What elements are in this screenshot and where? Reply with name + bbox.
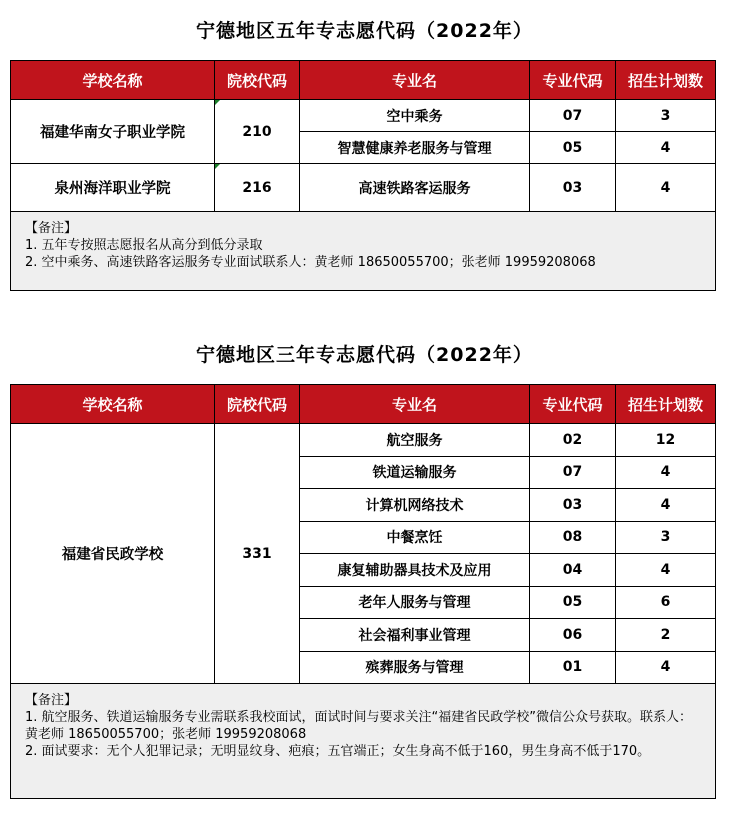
- header-major-code: 专业代码: [530, 385, 616, 424]
- major-code: 06: [530, 619, 616, 652]
- table-row: [11, 424, 716, 457]
- table-row: [11, 100, 716, 132]
- notes-row: [11, 684, 716, 799]
- header-school-code: 院校代码: [215, 61, 300, 100]
- major-code: 02: [530, 424, 616, 457]
- three-year-table: [10, 384, 716, 799]
- notes-row: [11, 212, 716, 291]
- header-school-name: 学校名称: [11, 385, 215, 424]
- plan-count: 4: [616, 554, 716, 587]
- major-name: 智慧健康养老服务与管理: [300, 132, 530, 164]
- header-major-name: 专业名: [300, 385, 530, 424]
- note-line: 2. 空中乘务、高速铁路客运服务专业面试联系人：黄老师 18650055700；张老师 19959208068: [25, 255, 596, 270]
- major-code: 03: [530, 489, 616, 522]
- note-line: 1. 航空服务、铁道运输服务专业需联系我校面试，面试时间与要求关注“福建省民政学校”微信公众号获取。联系人：黄老师 18650055700；张老师 19959208068: [25, 710, 693, 742]
- major-code: 07: [530, 456, 616, 489]
- major-code: 03: [530, 164, 616, 212]
- table-row: [11, 164, 716, 212]
- header-plan-count: 招生计划数: [616, 61, 716, 100]
- school-code: 210: [215, 100, 300, 164]
- note-line: 2. 面试要求：无个人犯罪记录；无明显纹身、疤痕；五官端正；女生身高不低于160，男生身高不低于170。: [25, 744, 651, 759]
- major-name: 计算机网络技术: [300, 489, 530, 522]
- major-name: 空中乘务: [300, 100, 530, 132]
- school-name: 福建华南女子职业学院: [11, 100, 215, 164]
- plan-count: 4: [616, 489, 716, 522]
- major-name: 社会福利事业管理: [300, 619, 530, 652]
- five-year-table: [10, 60, 716, 291]
- school-name: 福建省民政学校: [11, 424, 215, 684]
- major-code: 04: [530, 554, 616, 587]
- school-name: 泉州海洋职业学院: [11, 164, 215, 212]
- plan-count: 4: [616, 164, 716, 212]
- major-name: 老年人服务与管理: [300, 586, 530, 619]
- plan-count: 4: [616, 651, 716, 684]
- major-name: 高速铁路客运服务: [300, 164, 530, 212]
- notes-heading: 【备注】: [25, 221, 78, 236]
- table2-title: 宁德地区三年专志愿代码（2022年）: [196, 344, 533, 366]
- major-name: 中餐烹饪: [300, 521, 530, 554]
- note-line: 1. 五年专按照志愿报名从高分到低分录取: [25, 238, 263, 253]
- header-major-code: 专业代码: [530, 61, 616, 100]
- table-header-row: [11, 61, 716, 100]
- major-code: 07: [530, 100, 616, 132]
- header-school-name: 学校名称: [11, 61, 215, 100]
- major-name: 航空服务: [300, 424, 530, 457]
- header-major-name: 专业名: [300, 61, 530, 100]
- header-school-code: 院校代码: [215, 385, 300, 424]
- table1-title: 宁德地区五年专志愿代码（2022年）: [196, 20, 533, 42]
- major-name: 铁道运输服务: [300, 456, 530, 489]
- plan-count: 12: [616, 424, 716, 457]
- cell-marker-icon: [215, 100, 220, 105]
- major-code: 05: [530, 586, 616, 619]
- table-header-row: [11, 385, 716, 424]
- plan-count: 3: [616, 100, 716, 132]
- plan-count: 4: [616, 456, 716, 489]
- major-code: 01: [530, 651, 616, 684]
- major-code: 08: [530, 521, 616, 554]
- major-name: 康复辅助器具技术及应用: [300, 554, 530, 587]
- notes-heading: 【备注】: [25, 693, 78, 708]
- plan-count: 4: [616, 132, 716, 164]
- plan-count: 2: [616, 619, 716, 652]
- major-code: 05: [530, 132, 616, 164]
- plan-count: 3: [616, 521, 716, 554]
- header-plan-count: 招生计划数: [616, 385, 716, 424]
- major-name: 殡葬服务与管理: [300, 651, 530, 684]
- notes-cell: [11, 212, 716, 291]
- notes-cell: [11, 684, 716, 799]
- plan-count: 6: [616, 586, 716, 619]
- cell-marker-icon: [215, 164, 220, 169]
- school-code: 331: [215, 424, 300, 684]
- school-code: 216: [215, 164, 300, 212]
